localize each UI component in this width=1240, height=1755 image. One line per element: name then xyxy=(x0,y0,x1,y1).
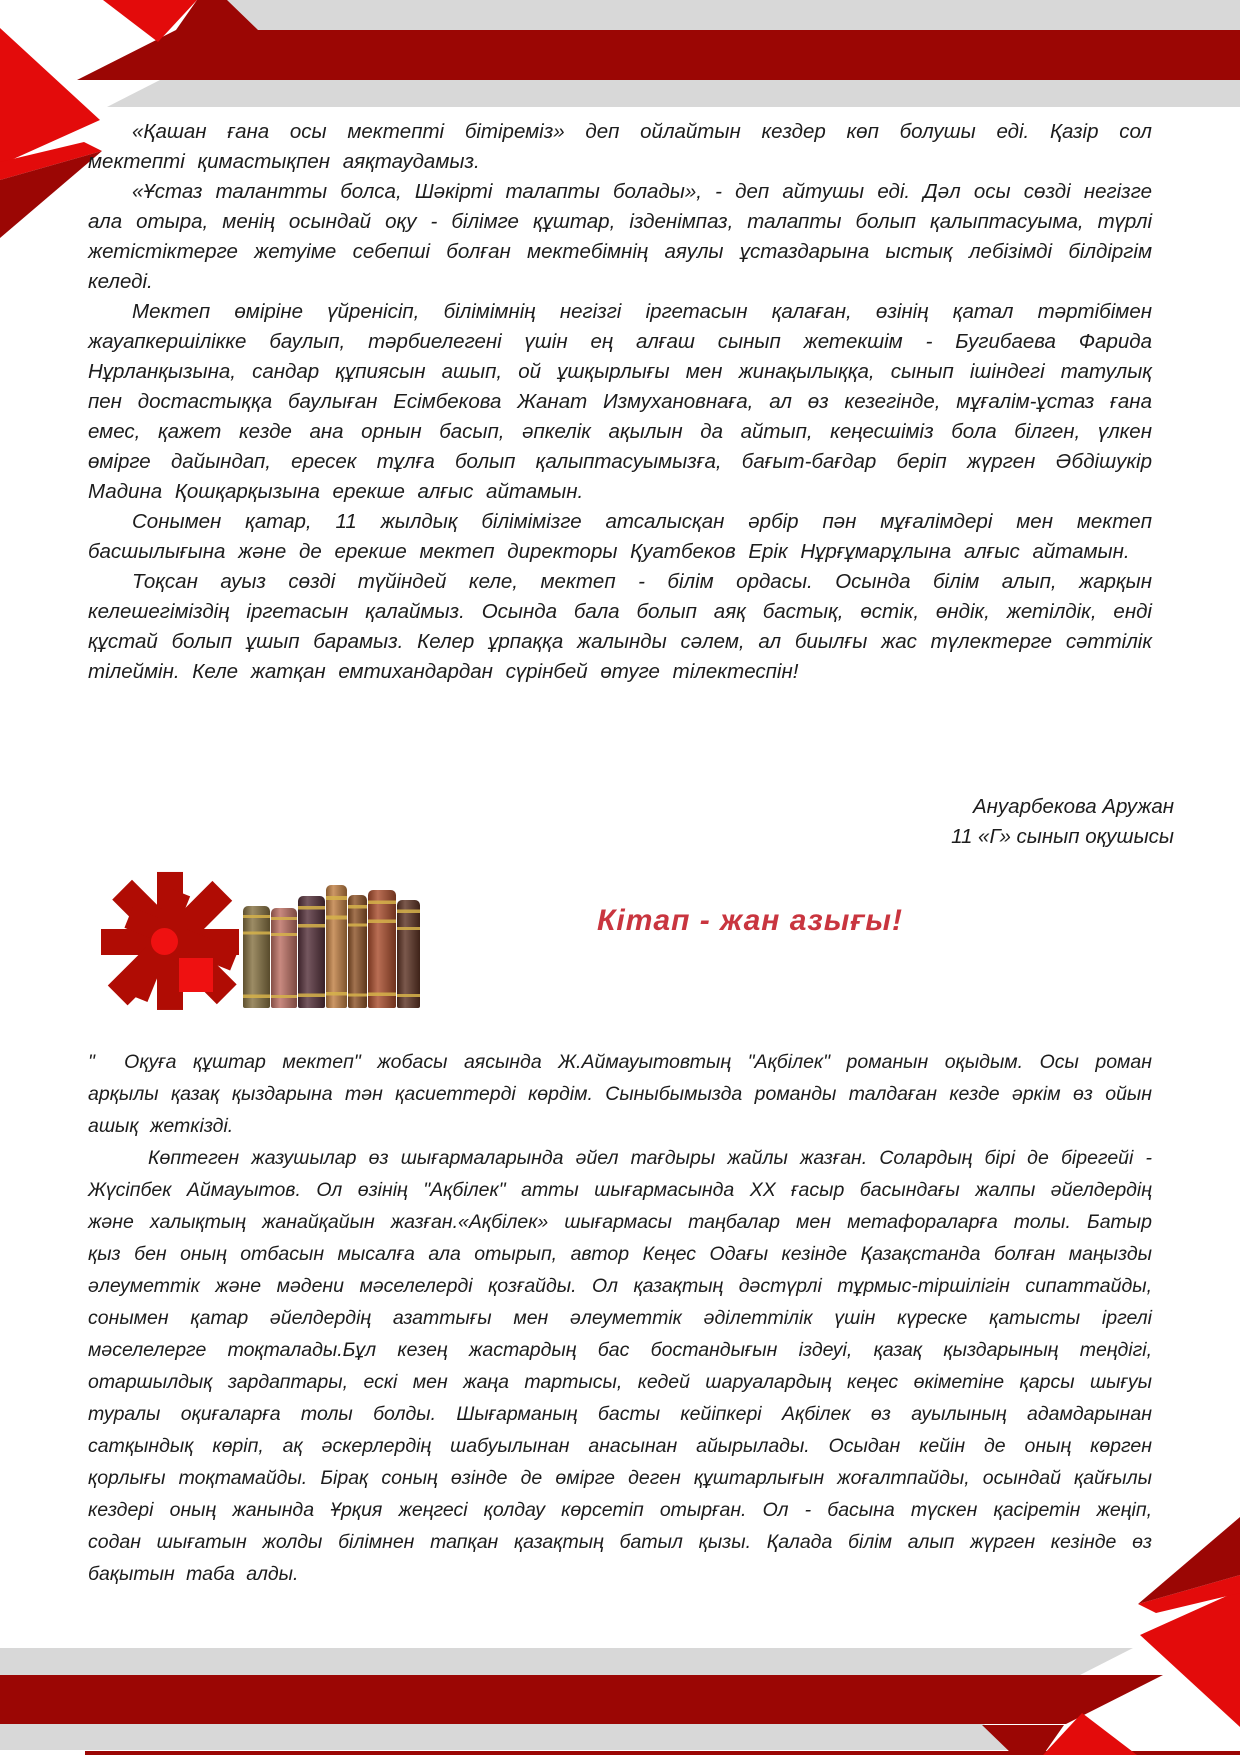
bottom-right-chevron-svg xyxy=(910,1445,1240,1755)
signature-name: Ануарбекова Аружан xyxy=(972,795,1174,818)
books-illustration xyxy=(243,884,443,1008)
letter-paragraph: Мектеп өміріне үйренісіп, білімімнің негізгі іргетасын қалаған, өзінің қатал тәртібімен жауапкершілікке баулып, тәрбиелегені үшін ең алғаш сынып жетекшім - Бугибаева Фарида Нұрланқызына, сандар құпиясын ашып, ой ұшқырлығы мен жинақылыққа, сынып ішіндегі татулық пен достастыққа баулыған Есімбекова Жанат Измухановнаға, ал өз кезегінде, мұғалім-ұстаз ғана емес, қажет кезде ана орнын басып, әпкелік ақылын да айтып, кеңесшіміз бола білген, үлкен өмірге дайындап, ересек тұлға болып қалыптасуымызға, бағыт-бағдар беріп жүрген Әбдішукір Мадина Қошқарқызына ерекше алғыс айтамын. xyxy=(88,300,1152,503)
star-burst-icon xyxy=(95,872,245,1012)
book-spine xyxy=(368,890,396,1008)
signature-class: 11 «Г» сынып оқушысы xyxy=(951,825,1174,848)
letter-paragraph: Сонымен қатар, 11 жылдық білімімізге атсалысқан әрбір пән мұғалімдері мен мектеп басшылығына және де ерекше мектеп директоры Қуатбеков Ерік Нұрғұмарұлына алғыс айтамын. xyxy=(88,510,1152,563)
book-spine xyxy=(348,895,367,1008)
book-spine xyxy=(271,908,297,1008)
bottom-right-chevron-decoration xyxy=(910,1445,1240,1755)
star-square xyxy=(179,958,213,992)
star-center-dot xyxy=(151,928,178,955)
article-paragraph: " Оқуға құштар мектеп" жобасы аясында Ж.Аймауытовтың "Ақбілек" романын оқыдым. Осы роман арқылы қазақ қыздарына тән қасиеттерді көрдім. Сыныбымызда романды талдаған кезде әркім өз ойын ашық жеткізді. xyxy=(88,1051,1152,1137)
book-spine xyxy=(243,906,270,1008)
section-heading: Кітап - жан азығы! xyxy=(596,904,904,937)
letter-paragraph: Тоқсан ауыз сөзді түйіндей келе, мектеп - білім ордасы. Осында білім алып, жарқын келешегіміздің іргетасын қалаймыз. Осында бала болып аяқ бастық, өстік, өндік, жетілдік, енді құстай болып ұшып барамыз. Келер ұрпаққа жалынды сәлем, ал биылғы жас түлектерге сәттілік тілеймін. Келе жатқан емтихандардан сүрінбей өтуге тілектеспін! xyxy=(88,570,1152,683)
article-paragraph: Көптеген жазушылар өз шығармаларында әйел тағдыры жайлы жазған. Солардың бірі де бірегейі - Жүсіпбек Аймауытов. Ол өзінің "Ақбілек" атты шығармасында ХХ ғасыр басындағы жалпы әйелдердің және халықтың жанайқайын жазған.«Ақбілек» шығармасы таңбалар мен метафораларға толы. Батыр қыз бен оның отбасын мысалға ала отырып, автор Кеңес Одағы кезінде Қазақстанда болған маңызды әлеуметтік және мәдени мәселелерді қозғайды. Ол қазақтың дәстүрлі тұрмыс-тіршілігін сипаттайды, сонымен қатар әйелдердің азаттығы мен әлеуметтік әділеттілік үшін күреске қатысты іргелі мәселелерге тоқталады.Бұл кезең жастардың бас бостандығын іздеуі, қазақ қыздарының теңдігі, отаршылдық зардаптары, ескі мен жаңа тартысы, кедей шаруалардың кеңес өкіметіне қарсы шығуы туралы оқиғаларға толы болды. Шығарманың басты кейіпкері Ақбілек өз ауылының адамдарынан сатқындық көріп, ақ әскерлердің шабуылынан анасынан айырылады. Осыдан кейін де оның көрген қорлығы тоқтамайды. Бірақ соның өзінде де өмірге деген құштарлығын жоғалтпайды, осындай қайғылы кездері оның жанында Ұрқия жеңгесі қолдау көрсетіп отырған. Ол - басына түскен қасіретін жеңіп, содан шығатын жолды білімнен тапқан қазақтың батыл қызы. Қалада білім алып жүрген кезінде өз бақытын таба алды. xyxy=(88,1147,1152,1585)
book-spine xyxy=(326,885,347,1008)
book-spine xyxy=(397,900,420,1008)
signature-block xyxy=(951,792,1174,852)
letter-paragraph: «Қашан ғана осы мектепті бітіреміз» деп ойлайтын кездер көп болушы еді. Қазір сол мектепті қимастықпен аяқтаудамыз. xyxy=(88,120,1152,173)
farewell-letter xyxy=(88,117,1152,687)
letter-paragraph: «Ұстаз талантты болса, Шәкірті талапты болады», - деп айтушы еді. Дәл осы сөзді негізге ала отыра, менің осындай оқу - білімге құштар, ізденімпаз, талапты болып қалыптасуыма, түрлі жетістіктерге жетуіме себепші болған мектебімнің аяулы ұстаздарына ыстық лебізімді білдіргім келеді. xyxy=(88,180,1152,293)
book-spine xyxy=(298,896,325,1008)
